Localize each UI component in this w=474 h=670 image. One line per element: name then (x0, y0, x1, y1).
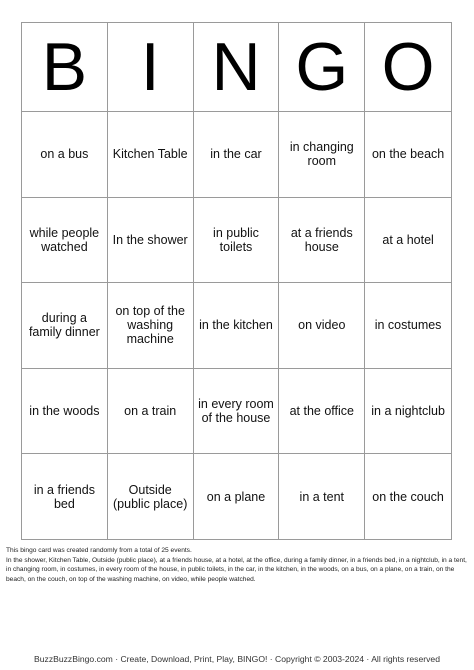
bingo-cell: in costumes (365, 283, 451, 369)
bingo-cell: in the car (194, 112, 280, 198)
bingo-cell: in a friends bed (22, 454, 108, 540)
bingo-letter-n: N (194, 23, 280, 111)
bingo-letter-i: I (108, 23, 194, 111)
card-description-summary: This bingo card was created randomly from a total of 25 events. (6, 547, 192, 554)
card-description-event-list: In the shower, Kitchen Table, Outside (public place), at a friends house, at a hotel, at the office, during a family dinner, in a friends bed, in a nightclub, in a tent, in changing room, in costumes, in every room of the house, in public toilets, in the car, in the kitchen, in the woods, on a bus, on a plane, on a train, on the beach, on the couch, on top of the washing machine, on video, while people watched. (6, 556, 467, 583)
card-description (6, 546, 468, 584)
bingo-letter-g: G (279, 23, 365, 111)
bingo-cell: during a family dinner (22, 283, 108, 369)
bingo-letter-o: O (381, 29, 435, 105)
bingo-cell: in a tent (279, 454, 365, 540)
bingo-cell: on video (279, 283, 365, 369)
bingo-grid (22, 112, 451, 540)
bingo-cell: in the kitchen (194, 283, 280, 369)
page-footer: BuzzBuzzBingo.com · Create, Download, Print, Play, BINGO! · Copyright © 2003-2024 · All rights reserved (34, 654, 440, 664)
bingo-cell: in public toilets (194, 198, 280, 284)
bingo-cell: on top of the washing machine (108, 283, 194, 369)
bingo-cell: on a plane (194, 454, 280, 540)
bingo-cell: In the shower (108, 198, 194, 284)
bingo-cell: on the couch (372, 490, 444, 505)
bingo-cell: while people watched (22, 198, 108, 284)
bingo-cell: on a bus (22, 112, 108, 198)
bingo-cell: Kitchen Table (108, 112, 194, 198)
bingo-cell: in a nightclub (365, 369, 451, 455)
bingo-letter-b: B (22, 23, 108, 111)
bingo-cell: at a hotel (365, 198, 451, 284)
bingo-cell: at a friends house (279, 198, 365, 284)
bingo-header (22, 23, 451, 112)
bingo-cell: Outside (public place) (108, 454, 194, 540)
bingo-cell: in changing room (279, 112, 365, 198)
bingo-card (21, 22, 452, 540)
bingo-cell: on the beach (365, 112, 451, 198)
bingo-cell: in every room of the house (194, 369, 280, 455)
bingo-cell: in the woods (22, 369, 108, 455)
bingo-cell: on a train (108, 369, 194, 455)
bingo-cell: at the office (279, 369, 365, 455)
